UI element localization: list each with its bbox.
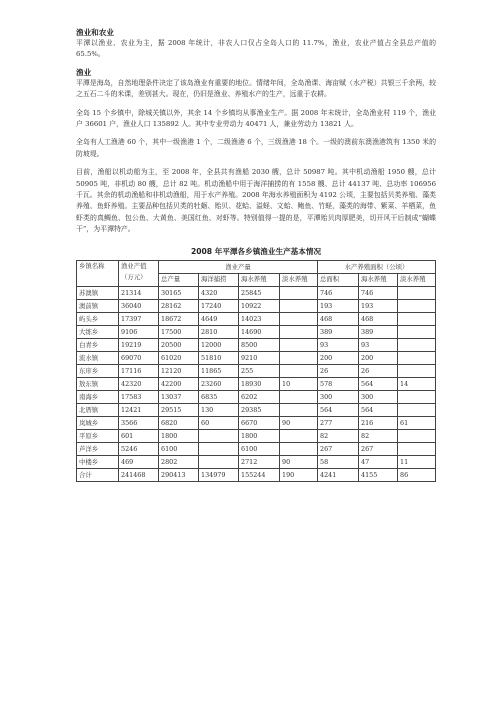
table-cell: 86 [398, 468, 436, 481]
table-cell: 42200 [159, 377, 199, 390]
table-cell [280, 338, 318, 351]
table-cell: 北厝镇 [77, 403, 119, 416]
header-output: 渔业产量 [159, 260, 318, 273]
table-cell: 82 [359, 429, 398, 442]
table-cell: 17116 [119, 364, 159, 377]
table-cell: 564 [318, 403, 359, 416]
table-cell: 130 [199, 403, 239, 416]
table-cell: 14 [398, 377, 436, 390]
table-cell [280, 286, 318, 299]
table-cell: 13037 [159, 390, 199, 403]
header-fresh-farming: 淡水养殖 [280, 273, 318, 286]
table-cell: 36040 [119, 299, 159, 312]
table-cell [280, 312, 318, 325]
table-row [77, 286, 436, 299]
section-fishery [76, 78, 436, 101]
table-row [77, 468, 436, 481]
table-cell: 60 [199, 416, 239, 429]
table-cell: 4155 [359, 468, 398, 481]
table-cell: 389 [318, 325, 359, 338]
table-cell: 12000 [199, 338, 239, 351]
table-cell: 1800 [239, 429, 280, 442]
table-cell: 746 [318, 286, 359, 299]
table-row [77, 403, 436, 416]
table-cell: 11865 [199, 364, 239, 377]
table-cell: 12120 [159, 364, 199, 377]
table-row [77, 364, 436, 377]
table-cell: 58 [318, 455, 359, 468]
table-cell: 93 [359, 338, 398, 351]
table-cell: 17500 [159, 325, 199, 338]
table-cell: 19219 [119, 338, 159, 351]
table-cell: 200 [318, 351, 359, 364]
table-cell [398, 312, 436, 325]
table-cell: 267 [359, 442, 398, 455]
table-cell: 47 [359, 455, 398, 468]
table-cell: 澳前镇 [77, 299, 119, 312]
table-cell: 14690 [239, 325, 280, 338]
table-row [77, 351, 436, 364]
table-row [77, 416, 436, 429]
table-cell: 468 [359, 312, 398, 325]
table-row [77, 429, 436, 442]
table-cell: 564 [359, 403, 398, 416]
fishery-statistics-table [76, 260, 436, 482]
table-row [77, 312, 436, 325]
table-cell: 合计 [77, 468, 119, 481]
table-cell: 267 [318, 442, 359, 455]
table-cell: 3566 [119, 416, 159, 429]
table-cell: 6670 [239, 416, 280, 429]
table-body [77, 286, 436, 481]
table-cell: 屿头乡 [77, 312, 119, 325]
table-cell: 193 [318, 299, 359, 312]
table-cell [280, 364, 318, 377]
table-title: 2008 年平潭各乡镇渔业生产基本情况 [190, 246, 322, 256]
table-cell [199, 455, 239, 468]
table-cell: 300 [359, 390, 398, 403]
table-cell: 岚城乡 [77, 416, 119, 429]
table-cell: 18930 [239, 377, 280, 390]
table-cell: 193 [359, 299, 398, 312]
header-catch: 海洋捕捞 [199, 273, 239, 286]
table-row [77, 299, 436, 312]
table-cell: 1800 [159, 429, 199, 442]
table-cell: 9106 [119, 325, 159, 338]
table-cell: 17240 [199, 299, 239, 312]
table-cell: 2802 [159, 455, 199, 468]
table-cell: 10 [280, 377, 318, 390]
table-cell: 241468 [119, 468, 159, 481]
table-cell [199, 442, 239, 455]
table-cell: 6835 [199, 390, 239, 403]
paragraph: 平潭以渔业、农业为主，据 2008 年统计，非农人口仅占全岛人口的 11.7%，渔业，农业产值占全县总产值的 65.5%。 [76, 39, 436, 59]
table-cell: 42320 [119, 377, 159, 390]
section-heading-fishery: 渔业 [76, 67, 92, 77]
table-cell [280, 390, 318, 403]
table-cell: 6202 [239, 390, 280, 403]
table-cell: 578 [318, 377, 359, 390]
table-cell: 82 [318, 429, 359, 442]
table-cell: 28162 [159, 299, 199, 312]
table-row [77, 442, 436, 455]
table-cell [398, 442, 436, 455]
paragraph: 平潭是海岛，自然地理条件决定了该岛渔业有重要的地位。情绪年间，全岛渔课、海亩赋（水产税）共银三千余两，较之五石二斗的米课，差别甚大。现在，仍旧是渔业、养殖水产的生产，远重于农耕。 [76, 78, 436, 99]
table-cell: 18672 [159, 312, 199, 325]
table-cell: 芦洋乡 [77, 442, 119, 455]
table-cell [398, 403, 436, 416]
table-cell: 2810 [199, 325, 239, 338]
table-cell: 255 [239, 364, 280, 377]
table-cell: 90 [280, 416, 318, 429]
table-cell: 20500 [159, 338, 199, 351]
table-cell [398, 299, 436, 312]
header-fresh-area: 淡水养殖 [398, 273, 436, 286]
table-cell [398, 390, 436, 403]
table-cell: 12421 [119, 403, 159, 416]
table-cell: 90 [280, 455, 318, 468]
paragraph-block [76, 167, 436, 235]
table-cell: 216 [359, 416, 398, 429]
header-sea-area: 海水养殖 [359, 273, 398, 286]
table-cell: 300 [318, 390, 359, 403]
table-cell: 290413 [159, 468, 199, 481]
table-row [77, 377, 436, 390]
table-cell: 白青乡 [77, 338, 119, 351]
table-cell [199, 429, 239, 442]
header-area: 水产养殖面积（公顷） [318, 260, 436, 273]
table-cell: 6820 [159, 416, 199, 429]
table-cell: 61020 [159, 351, 199, 364]
paragraph-block [76, 108, 436, 131]
table-cell [398, 325, 436, 338]
table-header-row [77, 260, 436, 273]
table-cell: 21314 [119, 286, 159, 299]
table-cell: 9210 [239, 351, 280, 364]
table-cell [280, 429, 318, 442]
table-cell: 601 [119, 429, 159, 442]
paragraph: 全岛有人工渔港 60 个，其中一级渔港 1 个，二级渔港 6 个，三级渔港 18 个。一级的澳前东澳渔港筑有 1350 米的防坡堤。 [76, 138, 436, 158]
table-cell: 大练乡 [77, 325, 119, 338]
table-cell: 155244 [239, 468, 280, 481]
table-cell [280, 351, 318, 364]
table-cell [280, 325, 318, 338]
table-cell: 8500 [239, 338, 280, 351]
table-cell: 11 [398, 455, 436, 468]
table-cell: 17397 [119, 312, 159, 325]
table-cell [280, 299, 318, 312]
table-cell: 6100 [239, 442, 280, 455]
section-heading-fishery-agriculture: 渔业和农业 [76, 28, 114, 37]
table-cell: 26 [359, 364, 398, 377]
table-cell: 10922 [239, 299, 280, 312]
table-row [77, 390, 436, 403]
section-fishery-agriculture [76, 38, 436, 61]
table-cell: 南海乡 [77, 390, 119, 403]
table-cell: 564 [359, 377, 398, 390]
table-cell: 51810 [199, 351, 239, 364]
table-cell: 69070 [119, 351, 159, 364]
table-cell: 平原乡 [77, 429, 119, 442]
table-cell: 61 [398, 416, 436, 429]
table-cell [398, 429, 436, 442]
paragraph-block [76, 137, 436, 160]
table-cell: 14023 [239, 312, 280, 325]
table-cell: 5246 [119, 442, 159, 455]
document-page [76, 28, 436, 482]
table-cell: 敖东镇 [77, 377, 119, 390]
table-row [77, 338, 436, 351]
table-cell: 389 [359, 325, 398, 338]
table-cell [280, 403, 318, 416]
table-cell [398, 338, 436, 351]
table-cell: 6100 [159, 442, 199, 455]
table-cell: 流水镇 [77, 351, 119, 364]
table-row [77, 325, 436, 338]
table-cell: 190 [280, 468, 318, 481]
table-cell [398, 351, 436, 364]
table-cell: 4241 [318, 468, 359, 481]
table-cell: 25845 [239, 286, 280, 299]
paragraph: 全岛 15 个乡镇中，除城关镇以外，其余 14 个乡镇均从事渔业生产。据 2008 年末统计，全岛渔业村 119 个，渔业户 36601 户，渔业人口 135892 人。其中专业劳动力 40471 人，兼业劳动力 13821 人。 [76, 108, 436, 129]
header-sea-farming: 海水养殖 [239, 273, 280, 286]
table-cell: 277 [318, 416, 359, 429]
table-cell: 2712 [239, 455, 280, 468]
header-total-area: 总面积 [318, 273, 359, 286]
table-cell: 中楼乡 [77, 455, 119, 468]
paragraph: 目前，渔船以机动船为主，至 2008 年，全县共有渔船 2030 艘，总计 50987 吨。其中机动渔船 1950 艘，总计 50905 吨，非机动 80 艘，总计 82 吨。机动渔船中用于海洋捕捞的有 1558 艘、总计 44137 吨、总功率 106956 千瓦。其余的机动渔船和非机动渔船，用于水产养殖。2008 年海水养殖面积为 4192 公顷，主要包括贝类养殖、藻类养殖、鱼虾养殖。主要品种包括贝类的牡蛎、贻贝、花蛤、溢蛏、文蛤、鲍鱼、竹蛏，藻类的海带、紫菜、羊栖菜，鱼虾类的真鲷鱼、包公鱼、大黄鱼、美国红鱼、对虾等。特别值得一提的是，平潭贻贝肉厚肥美，切开风干后制成“蝴蝶干”，为平潭特产。 [76, 168, 436, 234]
table-cell: 29515 [159, 403, 199, 416]
table-cell: 468 [318, 312, 359, 325]
table-cell: 93 [318, 338, 359, 351]
table-cell: 134979 [199, 468, 239, 481]
table-cell: 4649 [199, 312, 239, 325]
header-total-output: 总产量 [159, 273, 199, 286]
table-cell: 17583 [119, 390, 159, 403]
table-cell: 4320 [199, 286, 239, 299]
table-cell: 29385 [239, 403, 280, 416]
header-town: 乡镇名称 [77, 260, 119, 286]
table-cell: 东庠乡 [77, 364, 119, 377]
table-cell: 200 [359, 351, 398, 364]
table-cell [398, 364, 436, 377]
table-cell [398, 286, 436, 299]
table-cell: 30165 [159, 286, 199, 299]
header-value: 渔业产值（万元） [119, 260, 159, 286]
table-cell [280, 442, 318, 455]
table-cell: 苏澳镇 [77, 286, 119, 299]
table-cell: 746 [359, 286, 398, 299]
table-cell: 23260 [199, 377, 239, 390]
table-row [77, 455, 436, 468]
table-cell: 26 [318, 364, 359, 377]
table-cell: 469 [119, 455, 159, 468]
